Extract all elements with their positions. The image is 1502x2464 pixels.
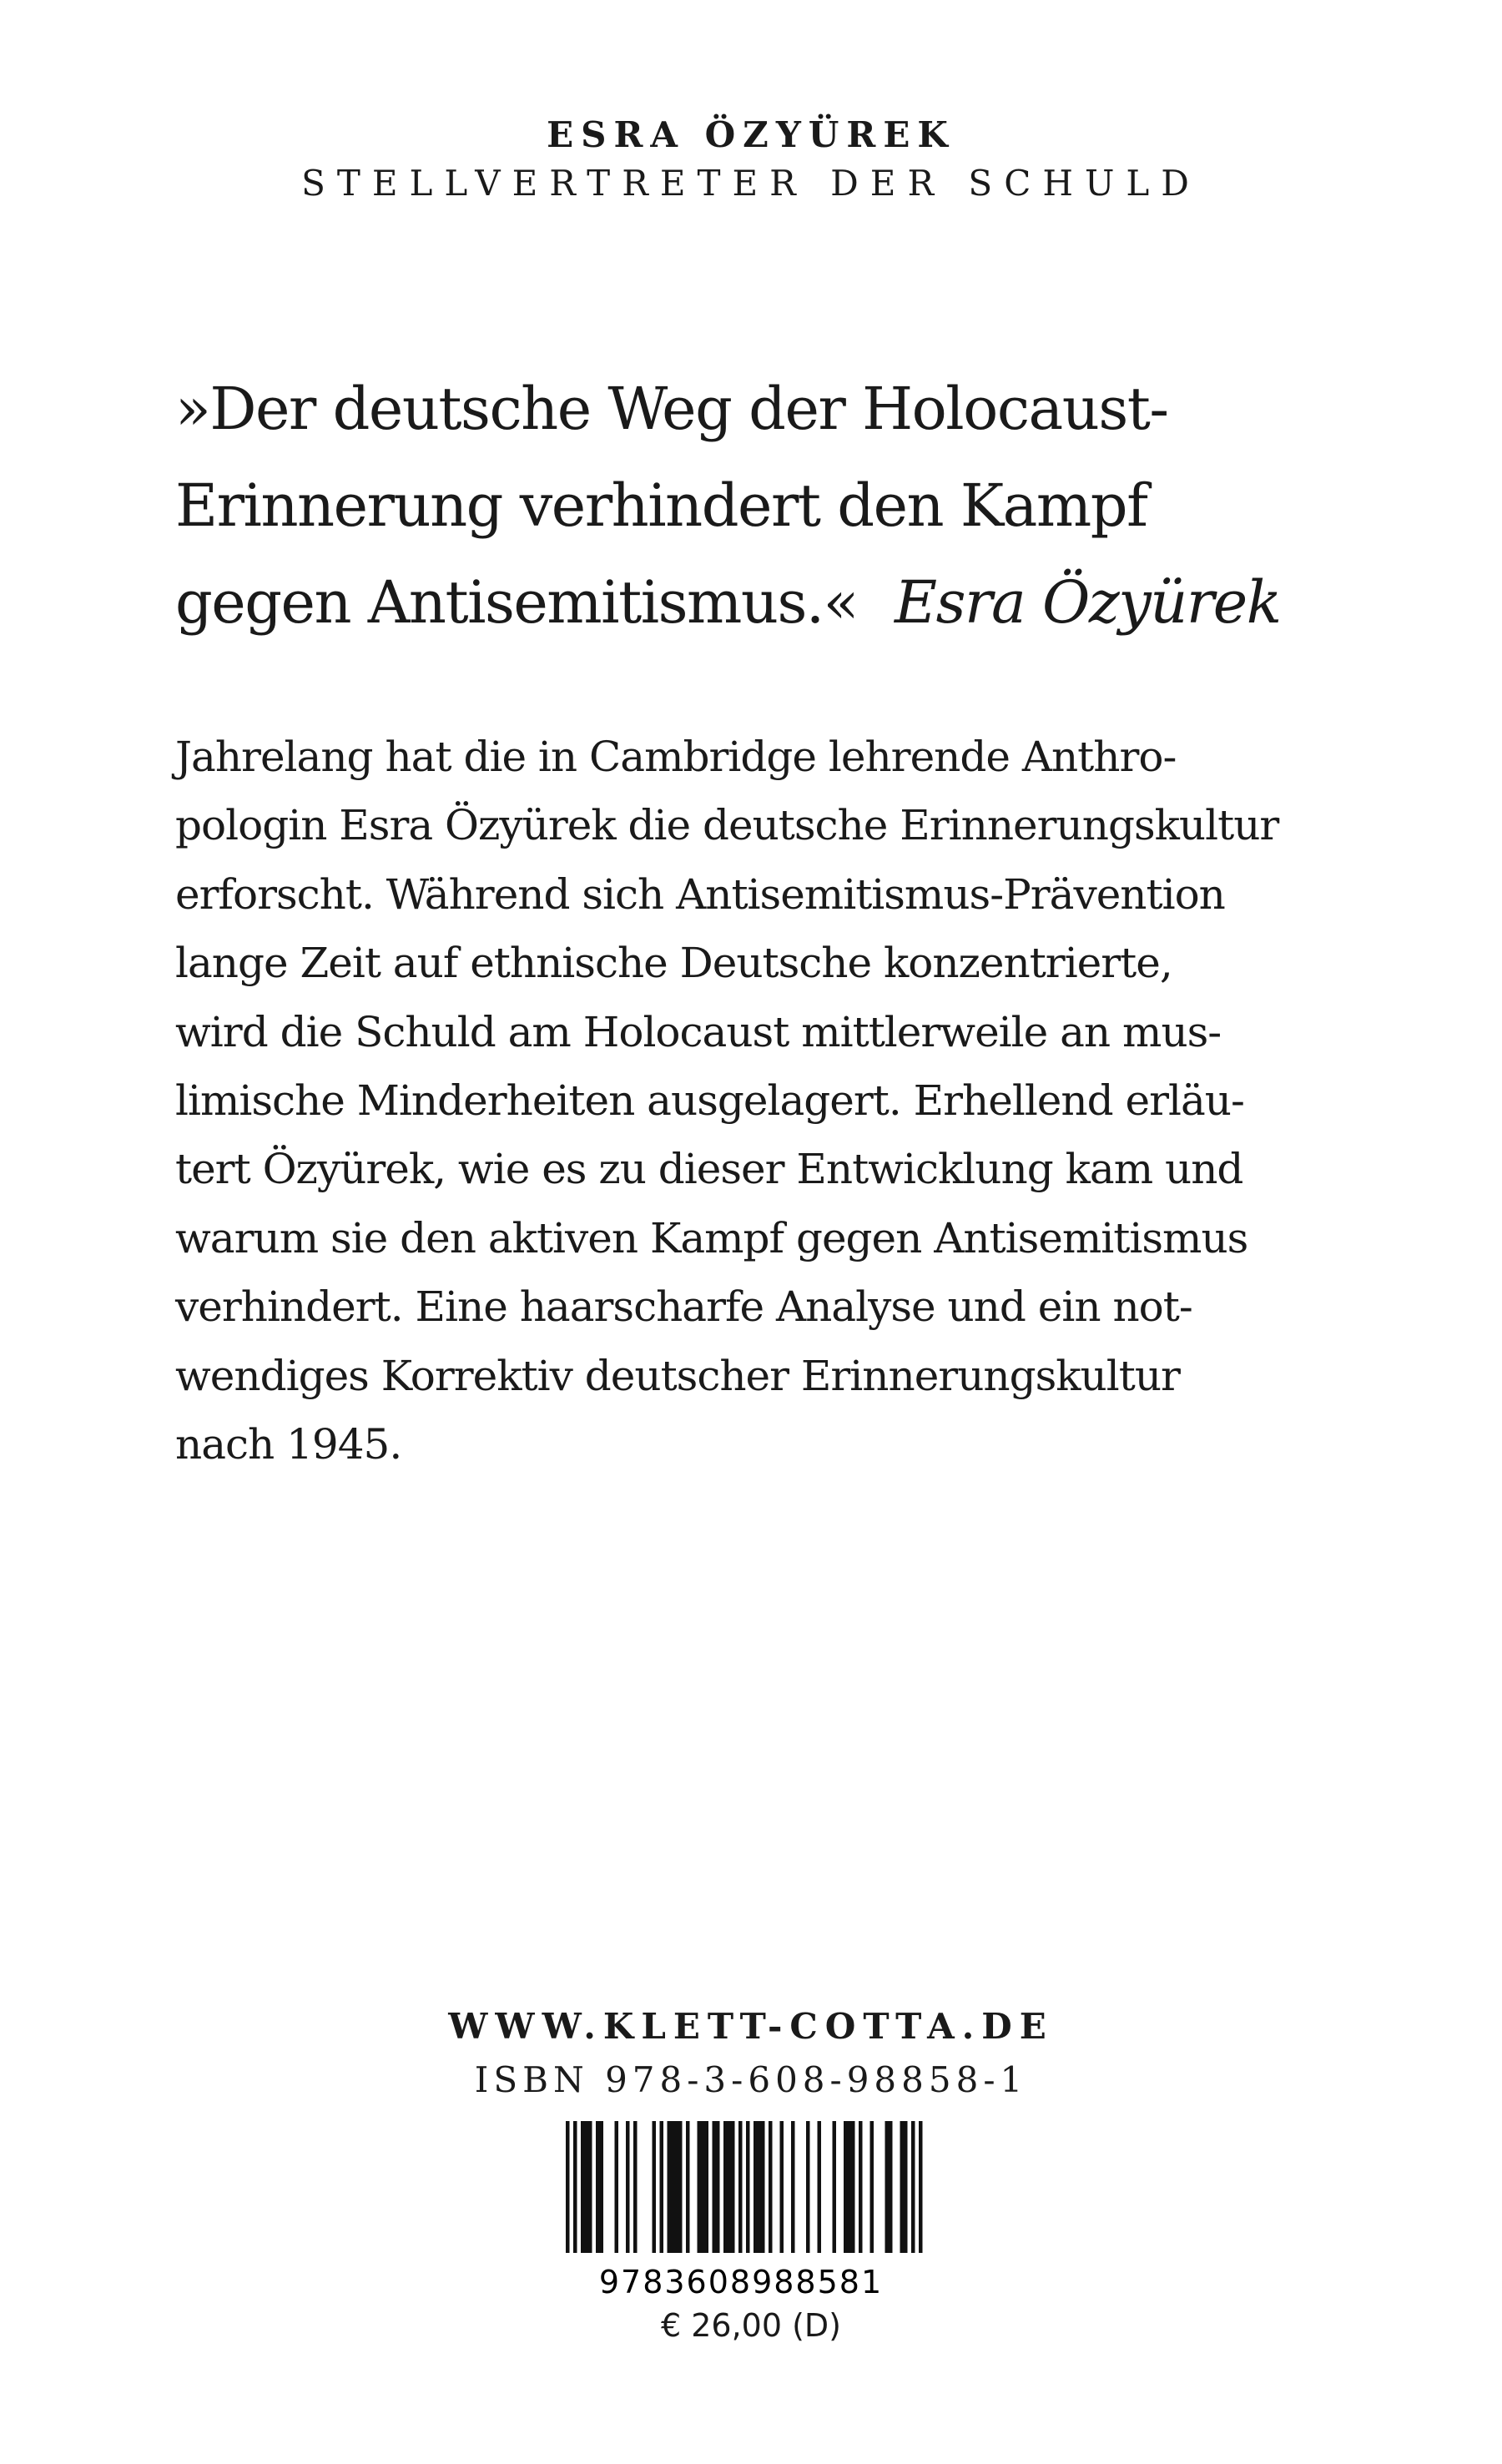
blurb-line: erforscht. Während sich Antisemitismus-Prävention (175, 869, 1225, 919)
barcode-bar (596, 2121, 600, 2253)
blurb-line: wird die Schuld am Holocaust mittlerweile an mus- (175, 1007, 1222, 1056)
blurb-line: verhindert. Eine haarscharfe Analyse und ein not- (175, 1282, 1192, 1332)
barcode-bar (588, 2121, 592, 2253)
barcode-bar (870, 2121, 874, 2253)
quote-attribution: Esra Özyürek (894, 568, 1281, 637)
barcode-bar (701, 2121, 705, 2253)
barcode-bar (585, 2121, 589, 2253)
quote-line: »Der deutsche Weg der Holocaust- (175, 375, 1168, 443)
barcode-bar (668, 2121, 672, 2253)
barcode-bar (653, 2121, 657, 2253)
barcode-bar (859, 2121, 863, 2253)
barcode-bar (919, 2121, 923, 2253)
barcode-bar (678, 2121, 683, 2253)
barcode-bar (791, 2121, 795, 2253)
barcode-bar (780, 2121, 784, 2253)
barcode-bar (818, 2121, 822, 2253)
barcode-bar (713, 2121, 717, 2253)
blurb-text (175, 723, 1360, 1479)
blurb-line: wendiges Korrektiv deutscher Erinnerungskultur (175, 1351, 1180, 1400)
barcode-bar (615, 2121, 619, 2253)
book-title: STELLVERTRETER DER SCHULD (301, 163, 1201, 204)
quote-line-text: gegen Antisemitismus.« (175, 568, 858, 637)
barcode (542, 2121, 940, 2300)
barcode-bar (581, 2121, 585, 2253)
barcode-bar (911, 2121, 915, 2253)
barcode-bar (851, 2121, 855, 2253)
barcode-bar (633, 2121, 638, 2253)
barcode-bar (716, 2121, 720, 2253)
quote-line-last (175, 554, 1360, 651)
barcode-bar (723, 2121, 728, 2253)
barcode-bar (848, 2121, 852, 2253)
barcode-bar (731, 2121, 735, 2253)
barcode-graphic (542, 2121, 940, 2300)
barcode-bar (889, 2121, 893, 2253)
isbn-number: ISBN 978-3-608-98858-1 (474, 2059, 1028, 2100)
blurb-line: tert Özyürek, wie es zu dieser Entwicklung kam und (175, 1145, 1243, 1194)
barcode-bar (833, 2121, 837, 2253)
quote-line: Erinnerung verhindert den Kampf (175, 471, 1147, 540)
barcode-bar (806, 2121, 810, 2253)
barcode-digits: 9783608988581 (598, 2264, 884, 2300)
barcode-bar (746, 2121, 750, 2253)
barcode-bar (728, 2121, 732, 2253)
barcode-bar (686, 2121, 690, 2253)
blurb-line: Jahrelang hat die in Cambridge lehrende Anthro- (175, 733, 1177, 781)
barcode-bar (758, 2121, 762, 2253)
barcode-bar (600, 2121, 604, 2253)
barcode-bar (705, 2121, 709, 2253)
barcode-bar (900, 2121, 905, 2253)
barcode-bar (844, 2121, 848, 2253)
barcode-bar (738, 2121, 743, 2253)
barcode-bar (754, 2121, 758, 2253)
barcode-bar (671, 2121, 675, 2253)
barcode-bar (904, 2121, 908, 2253)
barcode-bar (761, 2121, 765, 2253)
barcode-bar (573, 2121, 577, 2253)
barcode-bar (885, 2121, 890, 2253)
barcode-bar (769, 2121, 773, 2253)
barcode-bar (675, 2121, 679, 2253)
barcode-bar (626, 2121, 630, 2253)
blurb-line: pologin Esra Özyürek die deutsche Erinnerungskultur (175, 801, 1279, 850)
blurb-line: lange Zeit auf ethnische Deutsche konzentrierte, (175, 939, 1172, 988)
barcode-bar (566, 2121, 570, 2253)
blurb-line: nach 1945. (175, 1420, 402, 1469)
author-name: ESRA ÖZYÜREK (547, 114, 955, 155)
blurb-line: limische Minderheiten ausgelagert. Erhellend erläu- (175, 1076, 1244, 1126)
pull-quote (175, 360, 1360, 651)
publisher-website: WWW.KLETT-COTTA.DE (448, 2006, 1054, 2047)
blurb-line: warum sie den aktiven Kampf gegen Antisemitismus (175, 1213, 1248, 1262)
price: € 26,00 (D) (660, 2307, 842, 2344)
barcode-bar (698, 2121, 702, 2253)
barcode-bar (660, 2121, 664, 2253)
